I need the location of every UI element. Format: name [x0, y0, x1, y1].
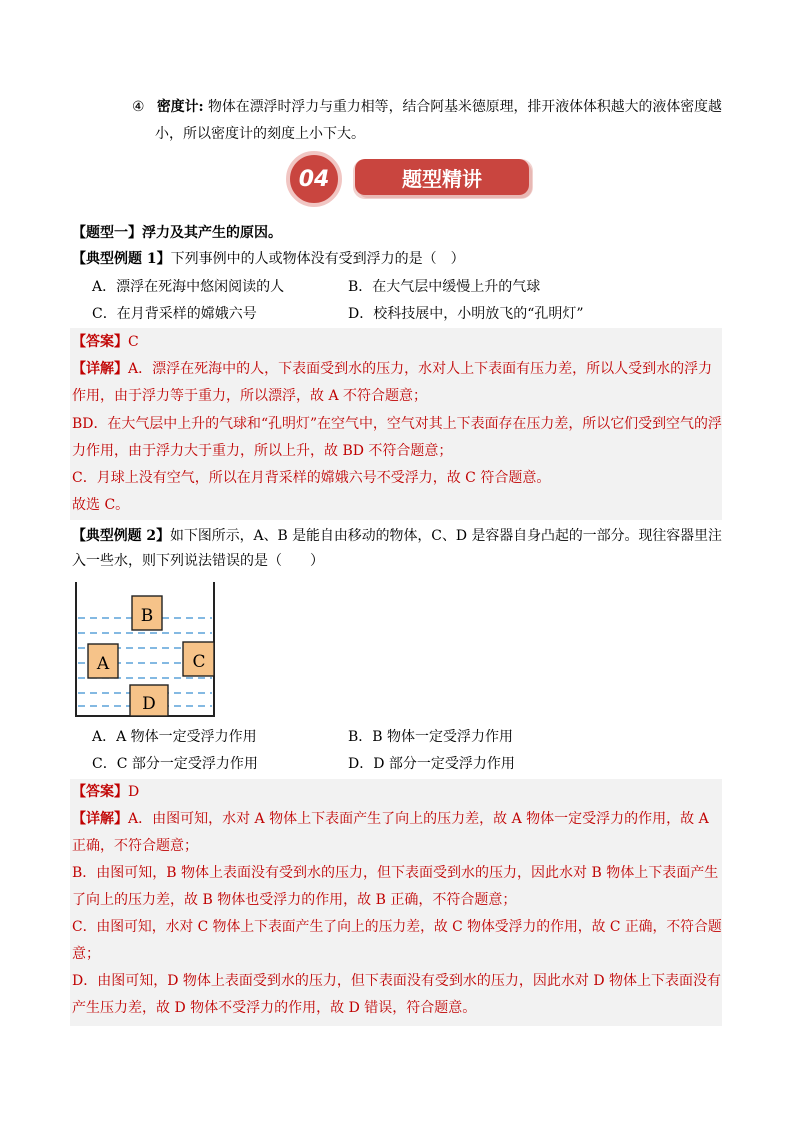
section-title: 题型精讲	[402, 166, 482, 191]
example2-detail-line-3: B．由图可知，B 物体上表面没有受到水的压力，但下表面受到水的压力，因此水对 B 物体上下表面产生	[72, 865, 719, 881]
example1-answer	[72, 333, 139, 351]
intro-term: 密度计:	[156, 99, 204, 115]
example2-option-c: C．C 部分一定受浮力作用	[92, 756, 258, 772]
example2-detail-text-1: A．由图可知，水对 A 物体上下表面产生了向上的压力差，故 A 物体一定受浮力的作用，故 A	[128, 811, 709, 827]
example2-option-a: A．A 物体一定受浮力作用	[92, 729, 257, 745]
example2-detail-line-6: 意；	[72, 946, 100, 962]
example1-label: 【典型例题 1】	[72, 251, 171, 267]
example1-detail-line-1	[72, 360, 712, 378]
example1-detail-line-2: 作用，由于浮力等于重力，所以漂浮，故 A 不符合题意；	[72, 388, 428, 404]
example2-option-d: D．D 部分一定受浮力作用	[348, 756, 515, 772]
example1-answer-value: C	[128, 334, 139, 350]
example1-detail-line-5: C．月球上没有空气，所以在月背采样的嫦娥六号不受浮力，故 C 符合题意。	[72, 470, 551, 486]
label-a: A	[96, 654, 110, 674]
section-number-badge	[286, 151, 342, 207]
section-number: 04	[298, 166, 330, 192]
example2-detail-line-4: 了向上的压力差，故 B 物体也受浮力的作用，故 B 正确，不符合题意；	[72, 892, 517, 908]
example2-detail-line-1	[72, 810, 709, 828]
example1-option-c: C．在月背采样的嫦娥六号	[92, 306, 257, 322]
example2-option-b: B．B 物体一定受浮力作用	[348, 729, 514, 745]
example2-detail-line-5: C．由图可知，水对 C 物体上下表面产生了向上的压力差，故 C 物体受浮力的作用，故 C 正确，不符合题	[72, 919, 722, 935]
example1-detail-label: 【详解】	[72, 361, 128, 377]
example1-question	[72, 250, 465, 268]
example1-question-text: 下列事例中的人或物体没有受到浮力的是（ ）	[170, 251, 465, 267]
example2-answer-value: D	[128, 784, 140, 800]
intro-marker: ④	[132, 99, 145, 115]
label-d: D	[142, 694, 156, 714]
example1-option-d: D．校科技展中，小明放飞的“孔明灯”	[348, 306, 584, 322]
label-c: C	[192, 652, 206, 672]
example2-detail-line-7: D．由图可知，D 物体上表面受到水的压力，但下表面没有受到水的压力，因此水对 D 物体上下表面没有	[72, 973, 722, 989]
topic-heading: 【题型一】浮力及其产生的原因。	[72, 225, 282, 241]
example1-option-a: A．漂浮在死海中悠闲阅读的人	[92, 279, 285, 295]
intro-line-1	[132, 98, 722, 116]
example2-detail-label: 【详解】	[72, 811, 128, 827]
container-figure	[72, 580, 218, 720]
example2-question-line-2: 入一些水，则下列说法错误的是（ ）	[72, 553, 324, 569]
intro-line-2: 小，所以密度计的刻度上小下大。	[155, 126, 365, 142]
example2-detail-line-8: 产生压力差，故 D 物体不受浮力的作用，故 D 错误，符合题意。	[72, 1000, 477, 1016]
example2-question-text-1: 如下图所示，A、B 是能自由移动的物体，C、D 是容器自身凸起的一部分。现往容器里注	[170, 528, 722, 544]
example1-detail-line-6: 故选 C。	[72, 497, 130, 513]
example1-answer-label: 【答案】	[72, 334, 128, 350]
example1-detail-line-3: BD．在大气层中上升的气球和“孔明灯”在空气中，空气对其上下表面存在压力差，所以它们受到空气的浮	[72, 416, 722, 432]
example2-answer-label: 【答案】	[72, 784, 128, 800]
intro-text-1: 物体在漂浮时浮力与重力相等，结合阿基米德原理，排开液体体积越大的液体密度越	[208, 99, 722, 115]
example1-option-b: B．在大气层中缓慢上升的气球	[348, 279, 541, 295]
section-title-bar	[355, 159, 529, 195]
label-b: B	[140, 606, 154, 626]
example2-detail-line-2: 正确，不符合题意；	[72, 838, 198, 854]
example1-detail-line-4: 力作用，由于浮力大于重力，所以上升，故 BD 不符合题意；	[72, 443, 453, 459]
example2-question-line-1	[72, 527, 722, 545]
example2-answer	[72, 783, 139, 801]
example2-label: 【典型例题 2】	[72, 528, 171, 544]
example1-detail-text-1: A．漂浮在死海中的人，下表面受到水的压力，水对人上下表面有压力差，所以人受到水的浮力	[128, 361, 713, 377]
